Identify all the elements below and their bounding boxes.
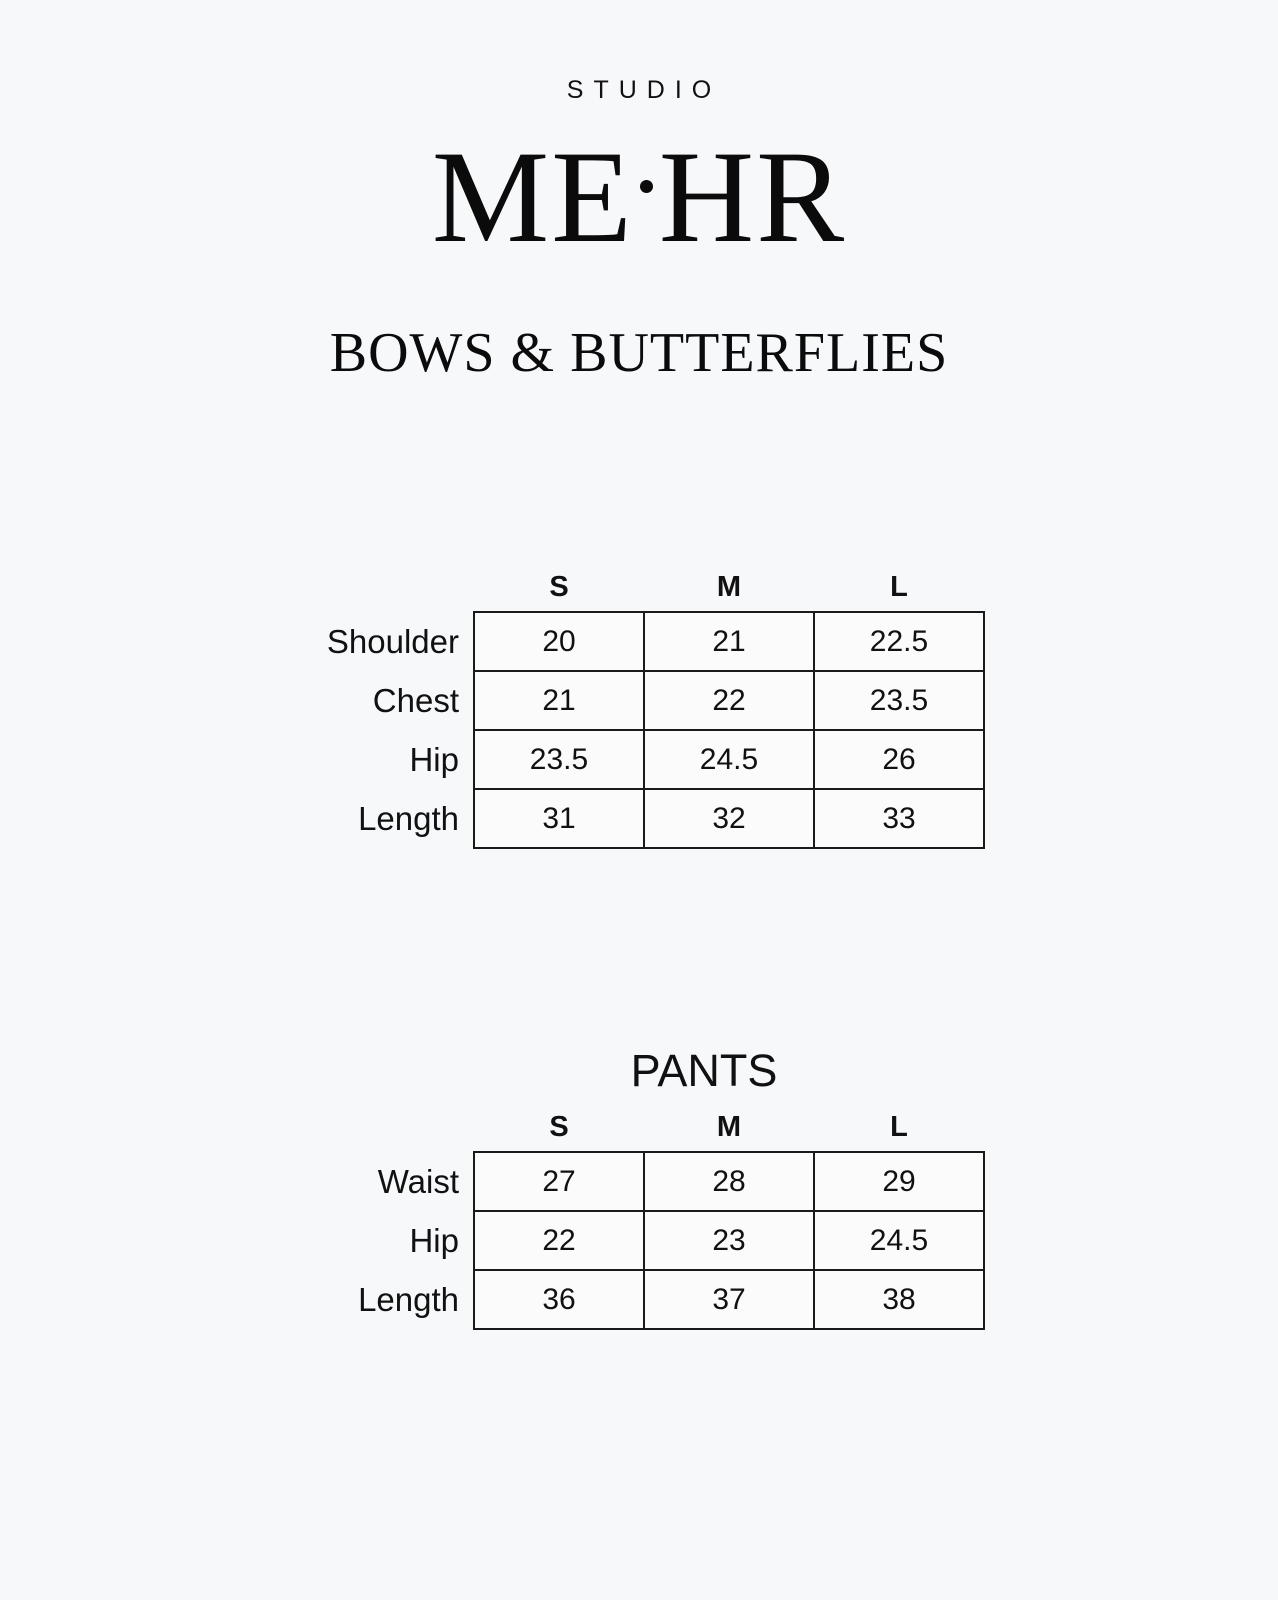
pants-row-label-hip: Hip	[409, 1221, 459, 1259]
cell-hip-l: 26	[814, 730, 984, 789]
pants-column-header-l: L	[890, 1111, 908, 1143]
cell-hip-s: 23.5	[474, 730, 644, 789]
top-garment-table-block	[294, 571, 984, 849]
cell-pants-length-l: 38	[814, 1270, 984, 1329]
table-row	[294, 730, 984, 789]
row-label-chest: Chest	[372, 681, 459, 719]
column-header-l: L	[890, 571, 908, 603]
column-header-s: S	[549, 571, 569, 603]
table-header-row	[294, 571, 984, 612]
pants-column-header-m: M	[716, 1111, 742, 1143]
cell-pants-hip-m: 23	[644, 1211, 814, 1270]
cell-length-l: 33	[814, 789, 984, 848]
pants-row-label-length: Length	[358, 1280, 459, 1318]
cell-chest-l: 23.5	[814, 671, 984, 730]
table-row	[294, 1270, 984, 1329]
table-row	[294, 789, 984, 848]
cell-length-m: 32	[644, 789, 814, 848]
cell-pants-length-m: 37	[644, 1270, 814, 1329]
cell-length-s: 31	[474, 789, 644, 848]
row-label-hip: Hip	[409, 740, 459, 778]
brand-kicker: STUDIO	[566, 76, 722, 104]
row-label-shoulder: Shoulder	[326, 622, 459, 660]
brand-wordmark	[0, 123, 1278, 270]
pants-column-header-s: S	[549, 1111, 569, 1143]
brand-header	[0, 0, 1278, 385]
table-row	[294, 1211, 984, 1270]
pants-table-block	[294, 1045, 984, 1330]
table-row	[294, 612, 984, 671]
cell-pants-length-s: 36	[474, 1270, 644, 1329]
cell-waist-s: 27	[474, 1152, 644, 1211]
cell-chest-m: 22	[644, 671, 814, 730]
cell-waist-m: 28	[644, 1152, 814, 1211]
cell-waist-l: 29	[814, 1152, 984, 1211]
table-corner-cell	[294, 1111, 474, 1152]
table-corner-cell	[294, 571, 474, 612]
cell-shoulder-s: 20	[474, 612, 644, 671]
cell-hip-m: 24.5	[644, 730, 814, 789]
cell-shoulder-m: 21	[644, 612, 814, 671]
table-header-row	[294, 1111, 984, 1152]
dot-separator-icon	[640, 180, 653, 193]
table-row	[294, 671, 984, 730]
top-garment-size-table	[294, 571, 985, 849]
cell-shoulder-l: 22.5	[814, 612, 984, 671]
cell-pants-hip-l: 24.5	[814, 1211, 984, 1270]
table-row	[294, 1152, 984, 1211]
column-header-m: M	[716, 571, 742, 603]
brand-wordmark-left: ME	[431, 123, 634, 270]
collection-title: BOWS & BUTTERFLIES	[329, 322, 949, 384]
cell-pants-hip-s: 22	[474, 1211, 644, 1270]
pants-section-title: PANTS	[630, 1045, 778, 1096]
pants-size-table	[294, 1111, 985, 1330]
cell-chest-s: 21	[474, 671, 644, 730]
row-label-length: Length	[358, 799, 459, 837]
row-label-waist: Waist	[377, 1162, 459, 1200]
brand-wordmark-right: HR	[658, 123, 847, 270]
